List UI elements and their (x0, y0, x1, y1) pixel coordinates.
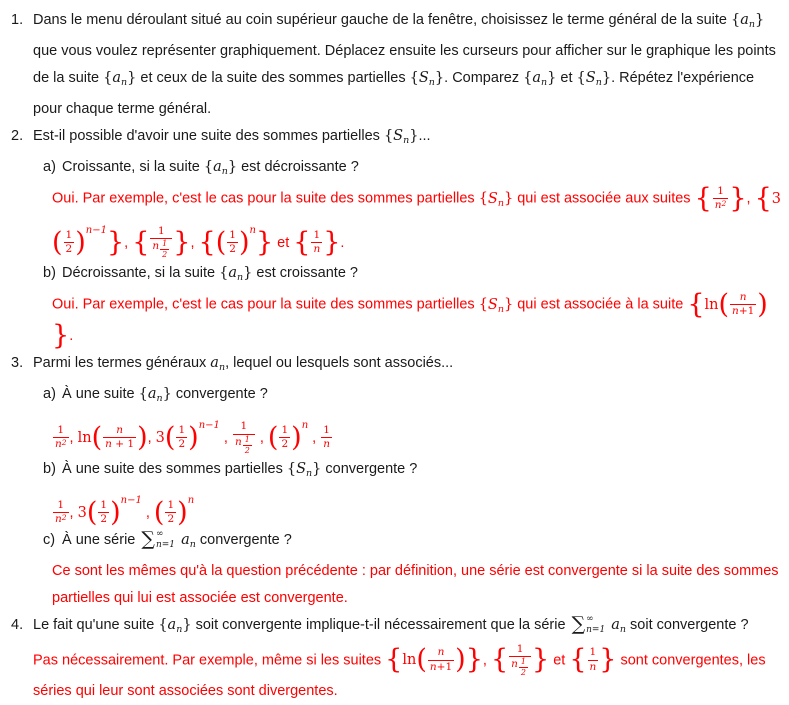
question-paragraph (0, 260, 785, 291)
paragraph-content: Oui. Par exemple, c'est le cas pour la suite des sommes partielles $\{S_n\}$ qui est associée à la suite {ln( $\frac{n}{n+1}$ )}. (52, 288, 768, 351)
math-variable: S (393, 128, 404, 144)
math-variable: n (55, 438, 62, 451)
math-fraction: 1 n $\frac{1}{2}$ (150, 225, 172, 260)
math-fenced-group: ( $\frac{n}{n+1}$ ) (416, 644, 466, 676)
math-exponent: 2 (61, 438, 67, 448)
math-fenced-group: $\{a_n\}$ (158, 616, 192, 635)
math-fraction: 1 n $\frac{1}{2}$ (509, 643, 531, 678)
paragraph-content: $\frac{1}{n2}$ , ln( $\frac{n}{n + 1}$ ), 3( $\frac{1}{2}$ )$^{n-1}$ , 1 n $\frac{1}{2}$ , ( $\frac{1}{2}$ )$^n$ , $\frac{1}{n}$ (55, 419, 331, 455)
math-exponent: n (187, 494, 195, 506)
math-fraction: $\frac{n}{n+1}$ (429, 646, 453, 673)
math-fraction: $\frac{1}{n2}$ (714, 185, 727, 212)
question-paragraph (0, 123, 785, 154)
math-variable: a (740, 12, 749, 28)
math-subscript: n (156, 392, 163, 404)
math-variable: a (532, 70, 542, 86)
math-variable: n (732, 305, 739, 318)
question-paragraph (0, 612, 785, 643)
math-fenced-group: $\{S_n\}$ (576, 70, 612, 88)
math-fenced-group: ( $\frac{n}{n + 1}$ ) (91, 421, 148, 453)
math-variable: n (323, 438, 331, 451)
paragraph-content: Est-il possible d'avoir une suite des sommes partielles $\{S_n\}$... (33, 128, 431, 146)
paragraph-content: Ce sont les mêmes qu'à la question précédente : par définition, une série est convergente si la suite des sommes partielles qui lui est associée est convergente. (52, 562, 779, 606)
math-fraction: $\frac{1}{n}$ (589, 646, 597, 673)
paragraph-content: Oui. Par exemple, c'est le cas pour la suite des sommes partielles $\{S_n\}$ qui est associée aux suites { $\frac{1}{n2}$ }, {3( $\frac{1}{2}$ )$^{n-1}$}, { 1 n $\frac{1}{2}$ }, {( $\frac{1}{2}$ )$^n$} et { $\frac{1}{n}$ }. (52, 182, 781, 260)
math-exponent: 2 (61, 513, 67, 523)
math-subscript: n (189, 538, 196, 550)
math-exponent: n−1 (85, 224, 107, 236)
math-fenced-group: $\{a_n\}$ (103, 70, 137, 88)
math-variable: a (147, 385, 157, 402)
math-variable: a (112, 70, 122, 86)
answer-paragraph (0, 182, 785, 260)
math-fenced-group: $\{a_n\}$ (219, 265, 253, 284)
math-fenced-group: { 1 n $\frac{1}{2}$ } (132, 225, 191, 260)
math-fraction: $\frac{n}{n+1}$ (732, 291, 755, 318)
list-label: 3. (11, 354, 24, 371)
math-exponent: n (301, 419, 309, 431)
math-variable: n (437, 646, 445, 659)
math-subscript: n (221, 166, 228, 177)
math-function: ln (704, 296, 719, 313)
math-fenced-group: ( $\frac{1}{2}$ ) (164, 421, 199, 453)
math-summation: ∑ ∞ n=1 (571, 613, 606, 636)
document-blocks (0, 7, 785, 705)
math-exponent (518, 656, 529, 677)
paragraph-content: Dans le menu déroulant situé au coin supérieur gauche de la fenêtre, choisissez le terme général de la suite $\{a_n\}$ que vous voulez représenter graphiquement. Déplacez ensuite les curseurs pour afficher sur le graphique les points de la suite $\{a_n\}$ et ceux de la suite des sommes partielles $\{S_n\}$. Comparez $\{a_n\}$ et $\{S_n\}$. Répétez l'expérience pour chaque terme général. (33, 12, 776, 117)
math-variable: n (511, 657, 518, 670)
math-fraction: 1 n $\frac{1}{2}$ (233, 420, 255, 455)
list-label: 1. (11, 12, 24, 28)
math-variable: n (55, 513, 62, 526)
paragraph-content: Le fait qu'une suite $\{a_n\}$ soit convergente implique-t-il nécessairement que la série ∑ ∞ n=1 $a_n$ soit convergente ? (33, 613, 749, 636)
math-fraction: $\frac{1}{2}$ (229, 229, 236, 256)
math-fenced-group: ( $\frac{1}{2}$ ) (86, 496, 121, 528)
math-subscript: n (176, 623, 183, 635)
math-fenced-group: $\{a_n\}$ (523, 70, 557, 88)
math-fenced-group: ( $\frac{1}{2}$ ) (215, 226, 250, 258)
math-fraction: $\frac{1}{2}$ (520, 656, 526, 677)
math-fraction: $\frac{n}{n + 1}$ (105, 424, 135, 451)
math-fenced-group: {( $\frac{1}{2}$ )$^n$} (198, 224, 274, 258)
math-fenced-group: ( $\frac{n}{n+1}$ ) (718, 288, 768, 320)
math-fraction: $\frac{1}{2}$ (167, 498, 175, 526)
answer-paragraph (0, 643, 785, 705)
paragraph-content: Croissante, si la suite $\{a_n\}$ est décroissante ? (62, 159, 359, 177)
question-paragraph (0, 350, 785, 381)
list-label: a) (43, 159, 56, 175)
math-variable: n (105, 438, 112, 451)
math-subscript: n (306, 467, 313, 479)
math-exponent: n (249, 224, 256, 236)
math-fenced-group: $\{a_n\}$ (203, 159, 238, 177)
question-paragraph (0, 527, 785, 558)
math-variable: a (181, 531, 190, 548)
math-fenced-group: $\{S_n\}$ (478, 296, 514, 315)
list-label: b) (43, 265, 56, 282)
math-variable: S (418, 70, 429, 86)
math-subscript: n (595, 77, 602, 88)
math-fenced-group: ( $\frac{1}{2}$ ) (52, 226, 86, 258)
math-fenced-group: $\{a_n\}$ (731, 12, 765, 30)
math-variable: n (739, 291, 747, 304)
math-variable: a (210, 354, 219, 371)
list-label: b) (43, 460, 56, 477)
answer-paragraph (0, 487, 785, 527)
math-variable: a (167, 616, 177, 633)
math-summation: ∑ ∞ n=1 (141, 528, 176, 551)
math-fenced-group: $\{S_n\}$ (409, 70, 445, 88)
question-paragraph (0, 456, 785, 487)
question-paragraph (0, 381, 785, 412)
math-subscript: n (748, 19, 756, 30)
math-variable: a (611, 616, 620, 633)
list-label: 4. (11, 616, 24, 633)
math-fraction: $\frac{1}{n}$ (313, 229, 321, 256)
math-variable: S (487, 296, 498, 313)
paragraph-content: $\frac{1}{n2}$ , 3( $\frac{1}{2}$ )$^{n-1}$ , ( $\frac{1}{2}$ )$^n$ (55, 494, 195, 528)
paragraph-content: Pas nécessairement. Par exemple, même si les suites {ln( $\frac{n}{n+1}$ )}, { 1 n $\frac{1}{2}$ } et { $\frac{1}{n}$ } sont convergentes, les séries qui leur sont associées sont divergentes. (33, 642, 766, 699)
question-paragraph (0, 7, 785, 123)
math-fenced-group: $\{a_n\}$ (138, 385, 172, 404)
paragraph-content: À une suite des sommes partielles $\{S_n\}$ convergente ? (62, 460, 418, 479)
paragraph-content: À une suite $\{a_n\}$ convergente ? (62, 385, 268, 404)
math-fraction: $\frac{1}{n2}$ (55, 424, 67, 451)
paragraph-content: À une série ∑ ∞ n=1 $a_n$ convergente ? (62, 528, 292, 551)
paragraph-content: Parmi les termes généraux $a_n$, lequel ou lesquels sont associés... (33, 354, 454, 373)
math-fenced-group: ( $\frac{1}{2}$ ) (267, 421, 302, 453)
math-fraction: $\frac{1}{2}$ (100, 498, 108, 526)
math-fenced-group: {3( $\frac{1}{2}$ )$^{n-1}$} (52, 182, 781, 258)
math-function: ln (77, 429, 92, 446)
math-function: 3 (77, 504, 87, 521)
math-subscript: n (541, 77, 548, 88)
math-function: 3 (771, 190, 781, 207)
math-exponent: 2 (721, 199, 727, 209)
math-fraction: $\frac{1}{2}$ (281, 424, 289, 451)
math-subscript: n (497, 303, 504, 315)
math-variable: a (228, 265, 238, 282)
list-label: a) (43, 385, 56, 402)
math-subscript: n (237, 272, 244, 284)
math-variable: n (234, 435, 242, 448)
math-fenced-group: {ln( $\frac{n}{n+1}$ )} (52, 288, 768, 351)
math-exponent (159, 239, 170, 260)
paragraph-content: Décroissante, si la suite $\{a_n\}$ est croissante ? (62, 265, 358, 284)
math-variable: S (296, 460, 307, 477)
math-variable: n (152, 240, 160, 253)
math-variable: a (213, 159, 222, 175)
math-exponent: n−1 (120, 494, 142, 506)
math-subscript: n (403, 135, 410, 146)
math-subscript: n (428, 77, 435, 88)
math-variable: S (487, 190, 498, 207)
math-function: ln (402, 652, 417, 669)
math-exponent (242, 434, 253, 455)
math-fraction: $\frac{1}{2}$ (244, 434, 250, 455)
math-subscript: n (619, 623, 627, 635)
math-fenced-group: $\{S_n\}$ (383, 128, 419, 146)
math-fenced-group: { $\frac{1}{n}$ } (569, 644, 617, 676)
math-subscript: n (497, 197, 504, 209)
math-fenced-group: $\{S_n\}$ (286, 460, 322, 479)
list-label: c) (43, 531, 56, 548)
math-fenced-group: { $\frac{1}{n}$ } (293, 226, 341, 258)
answer-paragraph (0, 558, 785, 612)
math-fenced-group: ( $\frac{1}{2}$ ) (153, 496, 188, 528)
math-fenced-group: { 1 n $\frac{1}{2}$ } (490, 642, 550, 677)
math-variable: n (313, 243, 321, 256)
math-fenced-group: {ln( $\frac{n}{n+1}$ )} (385, 644, 483, 676)
math-variable: n (714, 199, 722, 212)
math-subscript: n (218, 361, 226, 373)
math-fraction: $\frac{1}{2}$ (162, 239, 168, 260)
math-subscript: n (121, 77, 128, 88)
math-fraction: $\frac{1}{n2}$ (55, 499, 67, 526)
question-paragraph (0, 154, 785, 185)
math-fraction: $\frac{1}{2}$ (65, 229, 73, 256)
math-variable: n (116, 424, 123, 437)
math-function: 3 (155, 429, 165, 446)
answer-paragraph (0, 288, 785, 351)
answer-paragraph (0, 412, 785, 456)
math-variable: n (589, 660, 597, 673)
list-label: 2. (11, 128, 24, 144)
math-variable: n (429, 660, 437, 673)
math-exponent: n−1 (198, 419, 220, 431)
math-fenced-group: $\{S_n\}$ (478, 190, 514, 209)
math-fraction: $\frac{1}{n}$ (323, 424, 331, 451)
math-variable: S (585, 70, 596, 86)
math-fraction: $\frac{1}{2}$ (178, 424, 186, 451)
math-fenced-group: { $\frac{1}{n2}$ } (694, 182, 747, 214)
